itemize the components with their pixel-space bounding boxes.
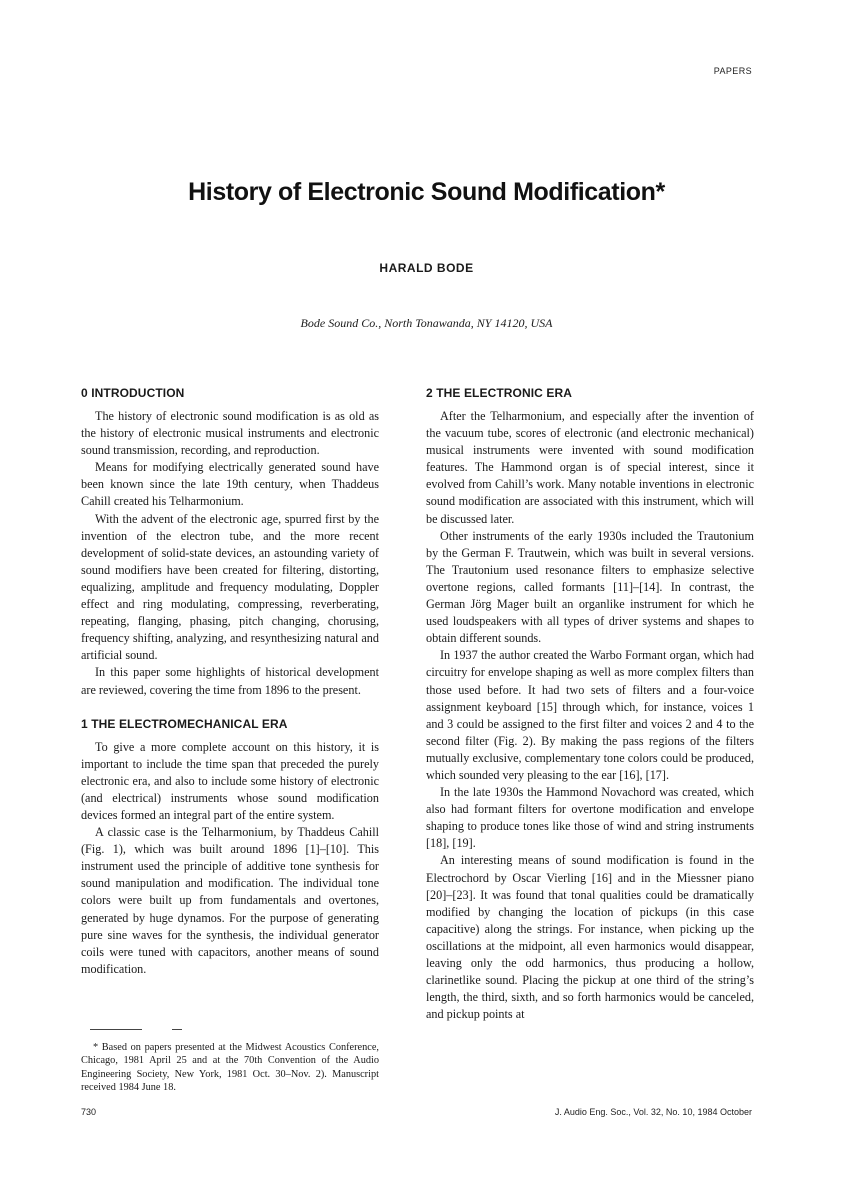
electromechanical-paragraph: A classic case is the Telharmonium, by Thaddeus Cahill (Fig. 1), which was built around 1896 [1]–[10]. This instrument used the principle of additive tone synthesis for sound manipulation and modification. The individual tone colors were built up from fundamentals and overtones, generated by huge dynamos. For the purpose of generating pure sine waves for the synthesis, the individual generator coils were tuned with capacitors, another means of sound modification. xyxy=(81,825,379,976)
intro-paragraph: The history of electronic sound modification is as old as the history of electronic musical instruments and electronic sound transmission, recording, and reproduction. xyxy=(81,409,379,458)
author-affiliation: Bode Sound Co., North Tonawanda, NY 14120, USA xyxy=(300,316,553,330)
electronic-paragraph: After the Telharmonium, and especially after the invention of the vacuum tube, scores of electronic (and electronic mechanical) musical instruments were invented with sound modification features. The Hammond organ is of special interest, since it evolved from Cahill’s work. Many notable inventions in electronic sound modification are associated with this instrument, which will be discussed later. xyxy=(426,409,754,526)
footnote: * Based on papers presented at the Midwest Acoustics Conference, Chicago, 1981 April 25 and at the 70th Convention of the Audio Engineering Society, New York, 1981 Oct. 30–Nov. 2). Manuscript received 1984 June 18. xyxy=(81,1042,379,1093)
footnote-divider-mark xyxy=(172,1029,182,1030)
electronic-paragraph: In 1937 the author created the Warbo Formant organ, which had circuitry for envelope shaping as well as more complex filters than those used before. It had two sets of filters and a four-voice assignment keyboard [15] through which, for instance, voices 1 and 3 could be assigned to the first filter and voices 2 and 4 to the second filter (Fig. 2). By making the pass regions of the filters mutually exclusive, complementary tone colors could be produced, which sounded very pleasing to the ear [16], [17]. xyxy=(426,648,754,782)
intro-paragraph: With the advent of the electronic age, spurred first by the invention of the electron tube, and the more recent development of solid-state devices, an astounding variety of sound modifiers have been created for filtering, distorting, equalizing, amplitude and frequency modulating, Doppler effect and ring modulating, compressing, reverberating, repeating, flanging, phasing, pitch changing, chorusing, frequency shifting, analyzing, and resynthesizing natural and artificial sound. xyxy=(81,511,379,663)
right-column xyxy=(426,386,754,1023)
footnote-divider xyxy=(90,1029,142,1030)
running-header-section: PAPERS xyxy=(713,66,752,76)
section-heading-introduction: 0 INTRODUCTION xyxy=(81,386,185,400)
intro-paragraph: In this paper some highlights of historical development are reviewed, covering the time from 1896 to the present. xyxy=(81,665,379,697)
author-name: HARALD BODE xyxy=(379,261,474,275)
electronic-paragraph: In the late 1930s the Hammond Novachord was created, which also had formant filters for overtone modification and envelope shaping to produce tones like those of wind and string instruments [18], [19]. xyxy=(426,785,754,851)
electromechanical-paragraph: To give a more complete account on this history, it is important to include the time span that preceded the purely electronic era, and also to include some history of electronic (and electrical) instruments whose sound modification devices formed an integral part of the entire system. xyxy=(81,739,379,822)
electronic-paragraph: Other instruments of the early 1930s included the Trautonium by the German F. Trautwein, which was built in several versions. The Trautonium used resonance filters to emphasize selective overtone regions, called formants [11]–[14]. In contrast, the German Jörg Mager built an organlike instrument for which he used loudspeakers with all types of driver systems and shapes to obtain different sounds. xyxy=(426,528,754,646)
left-column xyxy=(81,386,379,978)
electronic-paragraph: An interesting means of sound modification is found in the Electrochord by Oscar Vierling [16] and in the Miessner piano [20]–[23]. It was found that tonal qualities could be dramatically modified by changing the location of pickups (in this case capacitive) along the strings. For instance, when picking up the oscillations at the midpoint, all even harmonics would disappear, leaving only the odd harmonics, thus producing a hollow, clarinetlike sound. Placing the pickup at one third of the string’s length, the third, sixth, and so forth harmonics would be canceled, and pickup points at xyxy=(426,853,754,1022)
section-heading-electronic: 2 THE ELECTRONIC ERA xyxy=(426,386,573,400)
section-heading-electromechanical: 1 THE ELECTROMECHANICAL ERA xyxy=(81,716,288,731)
article-title: History of Electronic Sound Modification* xyxy=(188,178,665,206)
intro-paragraph: Means for modifying electrically generated sound have been known since the late 19th century, when Thaddeus Cahill created his Telharmonium. xyxy=(81,460,379,509)
page-number: 730 xyxy=(81,1107,97,1117)
journal-citation: J. Audio Eng. Soc., Vol. 32, No. 10, 1984 October xyxy=(554,1107,752,1117)
